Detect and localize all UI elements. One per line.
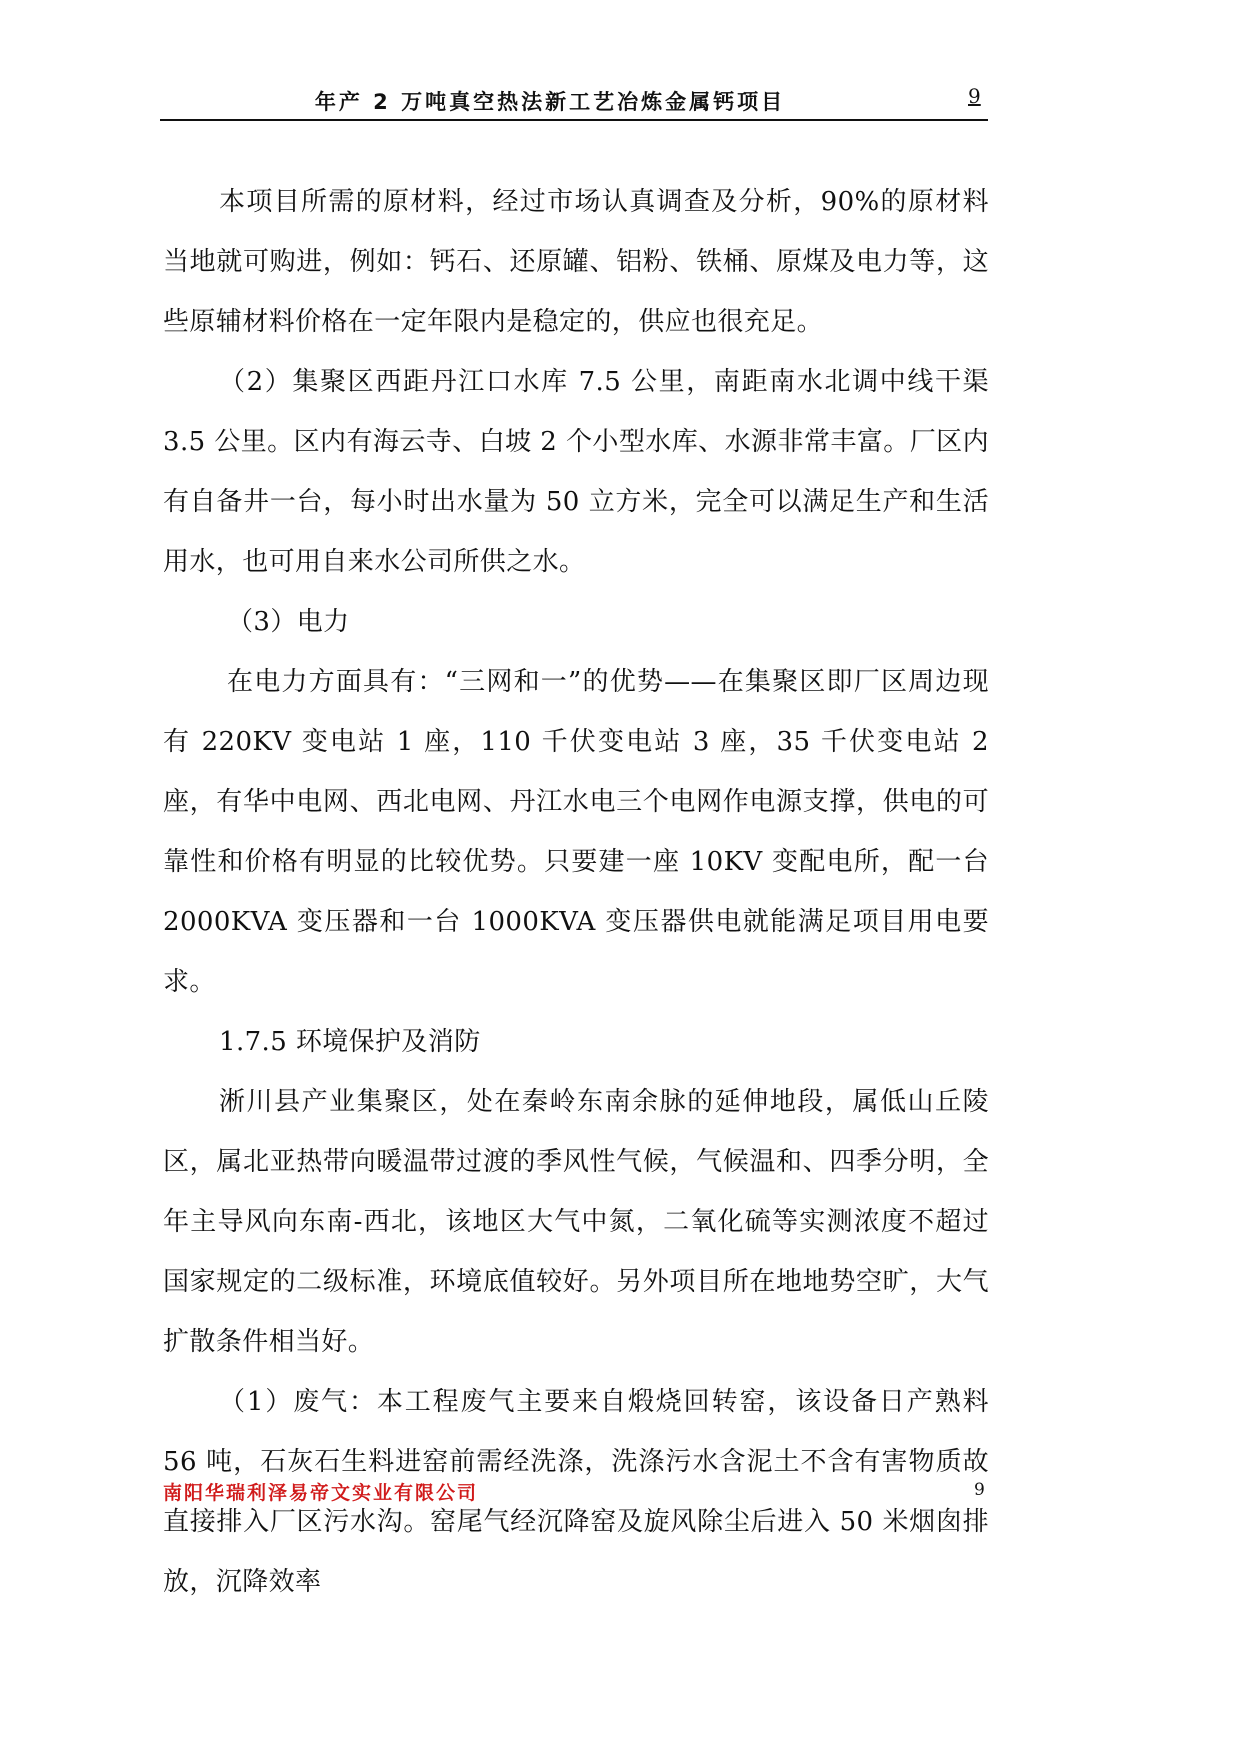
body-text <box>163 172 989 1612</box>
paragraph-water-source: （2）集聚区西距丹江口水库 7.5 公里，南距南水北调中线干渠 3.5 公里。区内有海云寺、白坡 2 个小型水库、水源非常丰富。厂区内有自备井一台，每小时出水量为 50 立方米，完全可以满足生产和生活用水，也可用自来水公司所供之水。 <box>163 367 989 577</box>
footer-company-name: 南阳华瑞利泽易帝文实业有限公司 <box>163 1482 479 1504</box>
paragraph-environment: 淅川县产业集聚区，处在秦岭东南余脉的延伸地段，属低山丘陵区，属北亚热带向暖温带过渡的季风性气候，气候温和、四季分明，全年主导风向东南-西北，该地区大气中氮，二氧化硫等实测浓度不超过国家规定的二级标准，环境底值较好。另外项目所在地地势空旷，大气扩散条件相当好。 <box>163 1087 989 1357</box>
paragraph-power: 在电力方面具有：“三网和一”的优势——在集聚区即厂区周边现有 220KV 变电站 1 座，110 千伏变电站 3 座，35 千伏变电站 2 座，有华中电网、西北电网、丹江水电三个电网作电源支撑，供电的可靠性和价格有明显的比较优势。只要建一座 10KV 变配电所，配一台 2000KVA 变压器和一台 1000KVA 变压器供电就能满足项目用电要求。 <box>163 667 989 997</box>
paragraph-raw-materials: 本项目所需的原材料，经过市场认真调查及分析，90%的原材料当地就可购进，例如：钙石、还原罐、铝粉、铁桶、原煤及电力等，这些原辅材料价格在一定年限内是稳定的，供应也很充足。 <box>163 187 989 337</box>
section-heading-environment: 1.7.5 环境保护及消防 <box>219 1027 481 1057</box>
footer-page-number: 9 <box>974 1480 985 1500</box>
header-title: 年产 2 万吨真空热法新工艺冶炼金属钙项目 <box>314 90 786 114</box>
header-divider <box>160 119 988 121</box>
header-page-number: 9 <box>968 84 981 108</box>
subheading-power: （3）电力 <box>227 607 350 637</box>
paragraph-exhaust-gas: （1）废气：本工程废气主要来自煅烧回转窑，该设备日产熟料 56 吨，石灰石生料进窑前需经洗涤，洗涤污水含泥土不含有害物质故直接排入厂区污水沟。窑尾气经沉降窑及旋风除尘后进入 50 米烟囱排放，沉降效率 <box>163 1387 989 1597</box>
